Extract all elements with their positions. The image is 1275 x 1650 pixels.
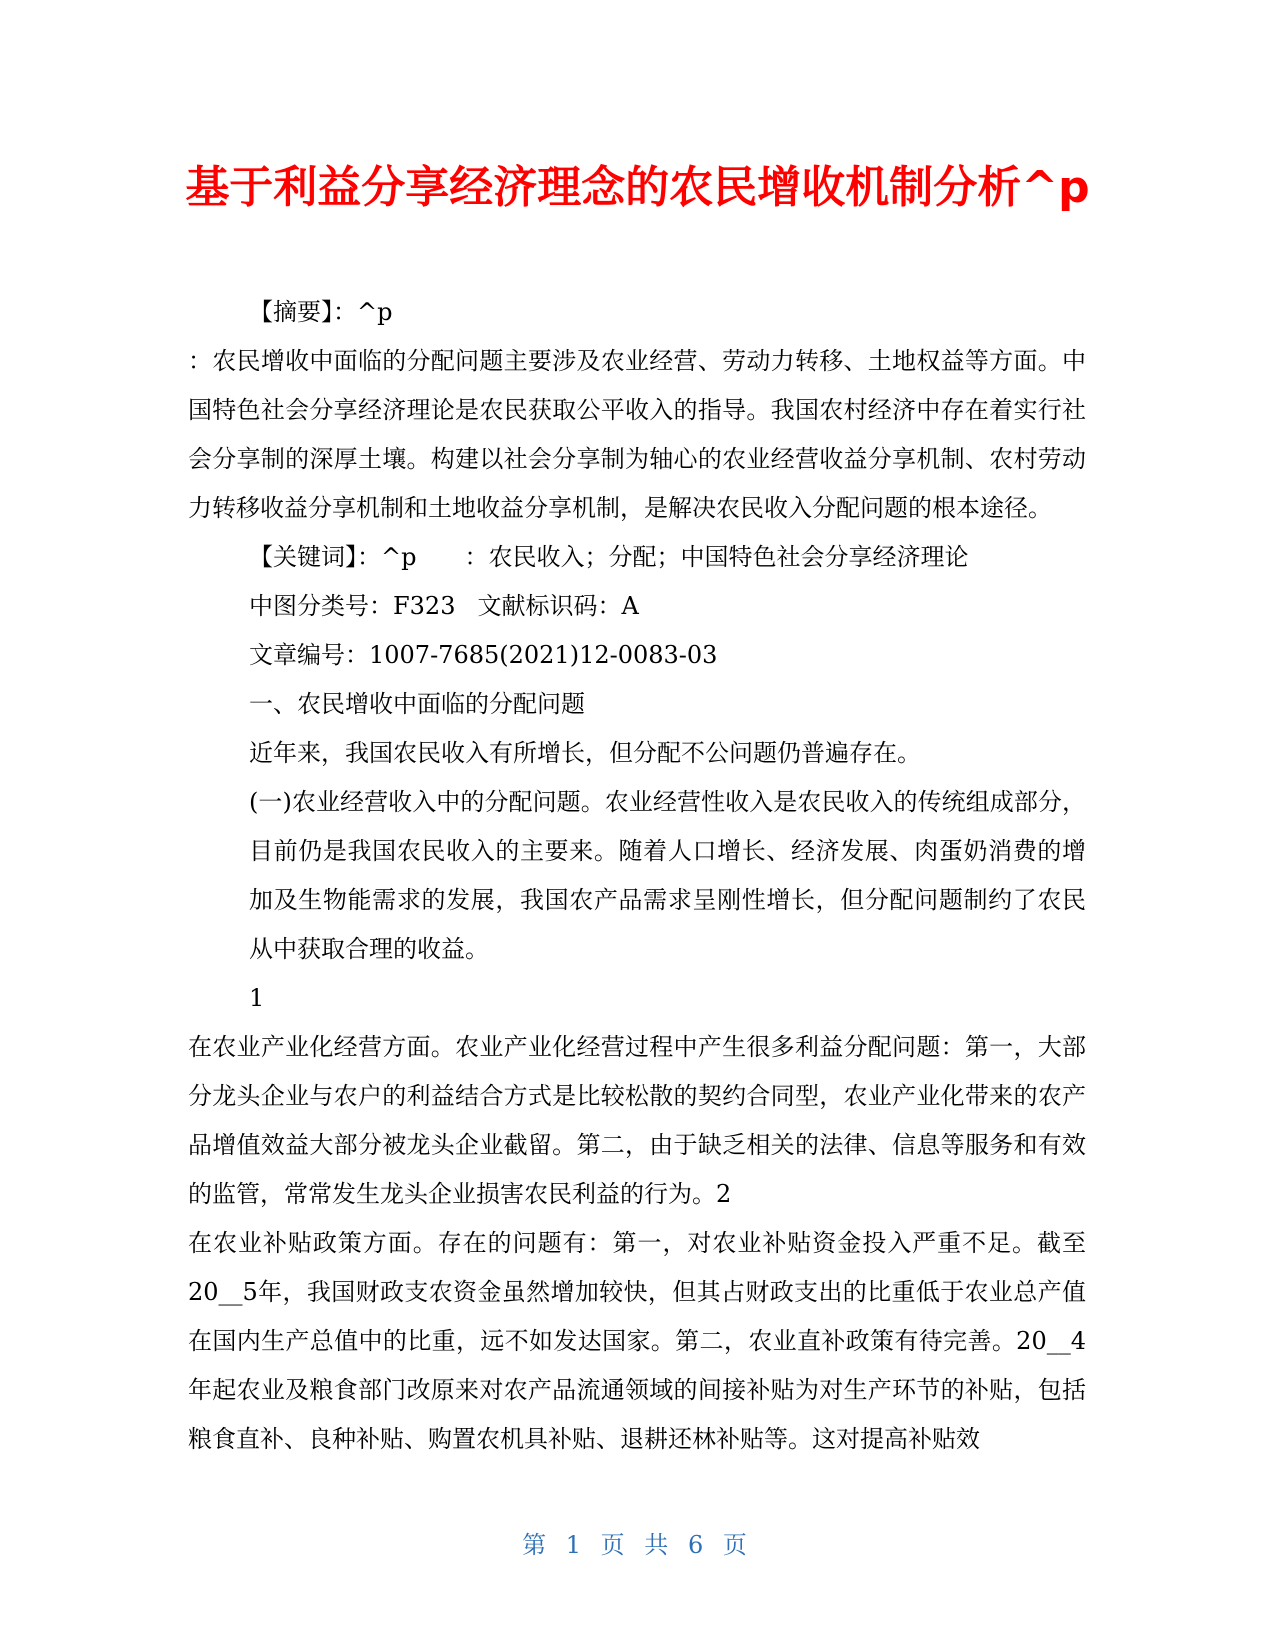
page-footer: 第 1 页 共 6 页	[522, 1531, 753, 1559]
keywords-label: 【关键词】：^p	[249, 543, 417, 571]
abstract-head: 【摘要】：^p	[249, 298, 393, 326]
classification-line	[188, 582, 1086, 631]
section-intro: 近年来，我国农民收入有所增长，但分配不公问题仍普遍存在。	[249, 739, 921, 767]
paragraph-industrialization: 在农业产业化经营方面。农业产业化经营过程中产生很多利益分配问题：第一，大部分龙头企业与农户的利益结合方式是比较松散的契约合同型，农业产业化带来的农产品增值效益大部分被龙头企业截留。第二，由于缺乏相关的法律、信息等服务和有效的监管，常常发生龙头企业损害农民利益的行为。2	[188, 1033, 1086, 1208]
article-number: 文章编号：1007-7685(2021)12-0083-03	[249, 641, 718, 669]
keywords-value: ：农民收入；分配；中国特色社会分享经济理论	[464, 543, 969, 571]
doc-code: 文献标识码：A	[477, 592, 639, 620]
document-title: 基于利益分享经济理念的农民增收机制分析^p	[185, 162, 1090, 213]
paragraph-marker: 1	[249, 984, 265, 1012]
document-body	[188, 288, 1086, 1464]
paragraph-agri-income: (一)农业经营收入中的分配问题。农业经营性收入是农民收入的传统组成部分，目前仍是我国农民收入的主要来。随着人口增长、经济发展、肉蛋奶消费的增加及生物能需求的发展，我国农产品需求呈刚性增长，但分配问题制约了农民从中获取合理的收益。	[249, 788, 1086, 963]
keywords-line	[188, 533, 1086, 582]
section-heading: 一、农民增收中面临的分配问题	[249, 690, 585, 718]
clc-number: 中图分类号：F323	[249, 592, 456, 620]
abstract-body: ：农民增收中面临的分配问题主要涉及农业经营、劳动力转移、土地权益等方面。中国特色社会分享经济理论是农民获取公平收入的指导。我国农村经济中存在着实行社会分享制的深厚土壤。构建以社会分享制为轴心的农业经营收益分享机制、农村劳动力转移收益分享机制和土地收益分享机制，是解决农民收入分配问题的根本途径。	[188, 347, 1086, 522]
paragraph-subsidy: 在农业补贴政策方面。存在的问题有：第一，对农业补贴资金投入严重不足。截至20__5年，我国财政支农资金虽然增加较快，但其占财政支出的比重低于农业总产值在国内生产总值中的比重，远不如发达国家。第二，农业直补政策有待完善。20__4年起农业及粮食部门改原来对农产品流通领域的间接补贴为对生产环节的补贴，包括粮食直补、良种补贴、购置农机具补贴、退耕还林补贴等。这对提高补贴效	[188, 1229, 1086, 1453]
